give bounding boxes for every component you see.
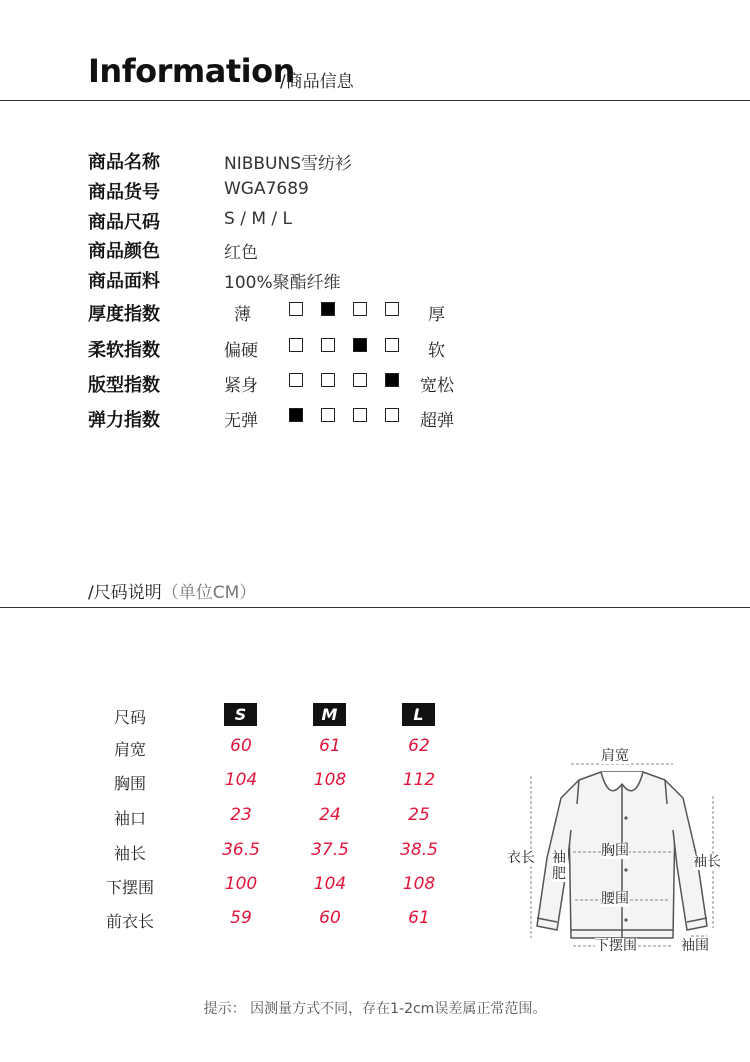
product-sku-value: WGA7689 bbox=[224, 179, 309, 199]
divider bbox=[0, 607, 750, 608]
page-title: Information bbox=[88, 52, 295, 90]
scale-label: 厚度指数 bbox=[88, 304, 160, 325]
scale-box-selected bbox=[321, 302, 335, 316]
product-size-value: S / M / L bbox=[224, 209, 292, 229]
scale-box bbox=[385, 338, 399, 352]
row-label: 前衣长 bbox=[105, 912, 154, 931]
table-cell: 23 bbox=[230, 805, 252, 825]
row-label: 袖口 bbox=[113, 809, 146, 828]
table-cell: 108 bbox=[313, 770, 347, 790]
diagram-label-hem: 下摆围 bbox=[595, 938, 637, 954]
table-cell: 25 bbox=[408, 805, 430, 825]
scale-max-label: 软 bbox=[428, 341, 445, 361]
scale-label: 版型指数 bbox=[88, 375, 160, 396]
diagram-label-chest: 胸围 bbox=[601, 843, 629, 859]
product-fabric-value: 100%聚酯纤维 bbox=[224, 273, 341, 293]
diagram-label-shoulder: 肩宽 bbox=[601, 748, 629, 764]
table-cell: 61 bbox=[319, 736, 341, 756]
divider bbox=[0, 100, 750, 101]
table-cell: 24 bbox=[319, 805, 341, 825]
table-cell: 60 bbox=[319, 908, 341, 928]
scale-box bbox=[321, 338, 335, 352]
scale-box-selected bbox=[353, 338, 367, 352]
table-cell: 100 bbox=[224, 874, 258, 894]
diagram-label-sleeve-width: 袖肥 bbox=[552, 850, 566, 882]
table-cell: 59 bbox=[230, 908, 252, 928]
scale-max-label: 宽松 bbox=[420, 376, 454, 396]
scale-label: 柔软指数 bbox=[88, 340, 160, 361]
scale-box bbox=[353, 408, 367, 422]
scale-max-label: 厚 bbox=[428, 305, 445, 325]
product-fabric-label: 商品面料 bbox=[88, 271, 160, 292]
table-cell: 60 bbox=[230, 736, 252, 756]
page-subtitle: /商品信息 bbox=[280, 72, 354, 92]
scale-box bbox=[385, 408, 399, 422]
product-sku-label: 商品货号 bbox=[88, 182, 160, 203]
product-color-value: 红色 bbox=[224, 243, 258, 263]
table-cell: 62 bbox=[408, 736, 430, 756]
scale-box bbox=[321, 373, 335, 387]
size-badge-s: S bbox=[224, 703, 257, 726]
scale-box bbox=[289, 302, 303, 316]
size-badge-l: L bbox=[402, 703, 435, 726]
product-size-label: 商品尺码 bbox=[88, 212, 160, 233]
table-cell: 37.5 bbox=[311, 840, 349, 860]
scale-box bbox=[353, 302, 367, 316]
size-unit-note: （单位CM） bbox=[161, 583, 257, 603]
scale-box bbox=[385, 302, 399, 316]
table-cell: 112 bbox=[402, 770, 436, 790]
scale-box bbox=[289, 373, 303, 387]
table-cell: 104 bbox=[224, 770, 258, 790]
scale-box-selected bbox=[385, 373, 399, 387]
row-label: 肩宽 bbox=[113, 740, 146, 759]
scale-min-label: 无弹 bbox=[224, 411, 258, 431]
measurement-diagram bbox=[505, 740, 737, 960]
product-name-label: 商品名称 bbox=[88, 152, 160, 173]
table-cell: 61 bbox=[408, 908, 430, 928]
scale-box bbox=[353, 373, 367, 387]
table-cell: 108 bbox=[402, 874, 436, 894]
table-cell: 38.5 bbox=[400, 840, 438, 860]
product-color-label: 商品颜色 bbox=[88, 241, 160, 262]
diagram-label-cuff: 袖围 bbox=[681, 938, 709, 954]
scale-box bbox=[321, 408, 335, 422]
size-section-title-text: /尺码说明 bbox=[88, 583, 162, 603]
scale-max-label: 超弹 bbox=[420, 411, 454, 431]
row-label: 袖长 bbox=[113, 844, 146, 863]
size-header-label: 尺码 bbox=[113, 708, 146, 727]
size-badge-m: M bbox=[313, 703, 346, 726]
row-label: 胸围 bbox=[113, 774, 146, 793]
diagram-label-length: 衣长 bbox=[507, 850, 535, 866]
table-cell: 36.5 bbox=[222, 840, 260, 860]
table-cell: 104 bbox=[313, 874, 347, 894]
scale-label: 弹力指数 bbox=[88, 410, 160, 431]
product-name-value: NIBBUNS雪纺衫 bbox=[224, 154, 353, 174]
diagram-label-waist: 腰围 bbox=[601, 891, 629, 907]
row-label: 下摆围 bbox=[105, 878, 154, 897]
scale-min-label: 薄 bbox=[234, 305, 251, 325]
scale-min-label: 紧身 bbox=[224, 376, 258, 396]
scale-box-selected bbox=[289, 408, 303, 422]
scale-min-label: 偏硬 bbox=[224, 341, 258, 361]
size-section-title bbox=[88, 578, 256, 603]
measurement-note: 提示： 因测量方式不同，存在1-2cm误差属正常范围。 bbox=[203, 1001, 547, 1017]
diagram-label-sleeve-length: 袖长 bbox=[693, 854, 721, 870]
scale-box bbox=[289, 338, 303, 352]
